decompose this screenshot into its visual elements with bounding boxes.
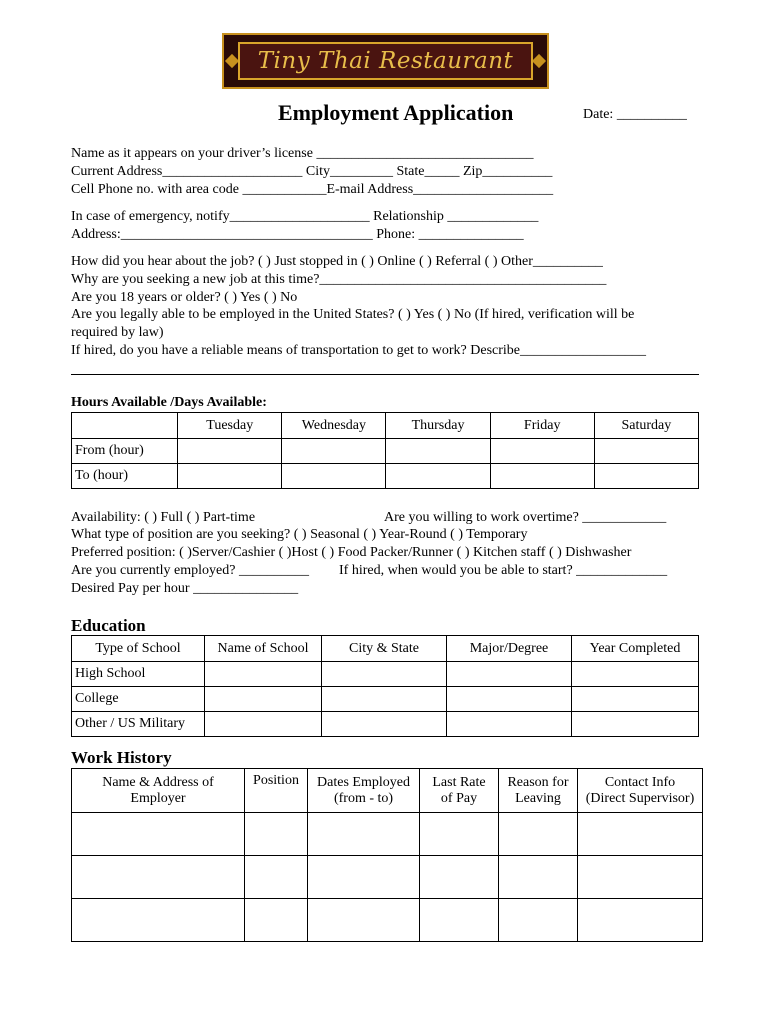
education-cell[interactable] <box>447 687 572 712</box>
school-type-label: Other / US Military <box>72 712 205 737</box>
education-col-header: City & State <box>322 636 447 662</box>
hours-cell[interactable] <box>282 464 386 489</box>
education-table <box>71 635 699 737</box>
hours-cell[interactable] <box>594 464 698 489</box>
education-heading: Education <box>71 616 146 635</box>
day-header: Friday <box>490 413 594 439</box>
work-col-header-line: (from - to) <box>333 790 394 806</box>
transportation-question[interactable]: If hired, do you have a reliable means of transportation to get to work? Describe__________________ <box>71 343 647 358</box>
overtime-field[interactable]: Are you willing to work overtime? ____________ <box>384 510 667 525</box>
work-col-header <box>499 769 578 813</box>
work-history-table <box>71 768 703 942</box>
work-col-header-line: Contact Info <box>604 774 676 790</box>
day-header: Thursday <box>386 413 490 439</box>
work-cell[interactable] <box>499 813 578 856</box>
hours-cell[interactable] <box>386 439 490 464</box>
hours-heading: Hours Available /Days Available: <box>71 395 267 410</box>
currently-employed-field[interactable]: Are you currently employed? __________ <box>71 563 309 578</box>
work-col-header <box>72 769 245 813</box>
hours-cell[interactable] <box>178 464 282 489</box>
school-type-label: College <box>72 687 205 712</box>
work-col-header <box>245 769 308 813</box>
work-col-header <box>420 769 499 813</box>
education-cell[interactable] <box>447 712 572 737</box>
work-col-header-line: Last Rate <box>432 774 486 790</box>
work-cell[interactable] <box>245 856 308 899</box>
education-col-header: Major/Degree <box>447 636 572 662</box>
work-col-header-line: Name & Address of <box>102 774 214 790</box>
work-cell[interactable] <box>578 899 703 942</box>
work-cell[interactable] <box>578 856 703 899</box>
hours-cell[interactable] <box>490 464 594 489</box>
work-cell[interactable] <box>308 813 420 856</box>
education-col-header: Year Completed <box>572 636 699 662</box>
work-cell[interactable] <box>499 856 578 899</box>
work-cell[interactable] <box>578 813 703 856</box>
work-cell[interactable] <box>420 856 499 899</box>
logo-text: Tiny Thai Restaurant <box>257 48 514 74</box>
preferred-position-field[interactable]: Preferred position: ( )Server/Cashier ( )Host ( ) Food Packer/Runner ( ) Kitchen staff ( ) Dishwasher <box>71 545 632 560</box>
hours-table <box>71 412 699 489</box>
day-header: Wednesday <box>282 413 386 439</box>
education-cell[interactable] <box>322 712 447 737</box>
job-source-question[interactable]: How did you hear about the job? ( ) Just stopped in ( ) Online ( ) Referral ( ) Other__________ <box>71 254 603 269</box>
education-col-header: Type of School <box>72 636 205 662</box>
work-col-header-line: Dates Employed <box>317 774 410 790</box>
age-question[interactable]: Are you 18 years or older? ( ) Yes ( ) No <box>71 290 298 305</box>
address-field[interactable]: Current Address____________________ City_________ State_____ Zip__________ <box>71 164 553 179</box>
education-cell[interactable] <box>572 712 699 737</box>
start-date-field[interactable]: If hired, when would you be able to start? _____________ <box>339 563 668 578</box>
hours-row-label: From (hour) <box>72 439 178 464</box>
hours-corner-cell <box>72 413 178 439</box>
hours-cell[interactable] <box>178 439 282 464</box>
work-col-header-line: Reason for <box>507 774 569 790</box>
position-type-field[interactable]: What type of position are you seeking? ( ) Seasonal ( ) Year-Round ( ) Temporary <box>71 527 528 542</box>
education-cell[interactable] <box>322 687 447 712</box>
hours-row-label: To (hour) <box>72 464 178 489</box>
hours-cell[interactable] <box>386 464 490 489</box>
work-col-header <box>578 769 703 813</box>
work-col-header-line: Leaving <box>515 790 561 806</box>
education-cell[interactable] <box>205 712 322 737</box>
work-cell[interactable] <box>308 899 420 942</box>
contact-field[interactable]: Cell Phone no. with area code ____________E-mail Address____________________ <box>71 182 554 197</box>
work-cell[interactable] <box>72 899 245 942</box>
work-col-header-line: Employer <box>130 790 186 806</box>
hours-cell[interactable] <box>594 439 698 464</box>
desired-pay-field[interactable]: Desired Pay per hour _______________ <box>71 581 299 596</box>
date-field[interactable]: Date: __________ <box>583 107 687 122</box>
emergency-contact-field[interactable]: In case of emergency, notify____________________ Relationship _____________ <box>71 209 539 224</box>
education-cell[interactable] <box>205 662 322 687</box>
hours-cell[interactable] <box>282 439 386 464</box>
day-header: Saturday <box>594 413 698 439</box>
school-type-label: High School <box>72 662 205 687</box>
work-cell[interactable] <box>72 856 245 899</box>
emergency-address-field[interactable]: Address:____________________________________ Phone: _______________ <box>71 227 524 242</box>
day-header: Tuesday <box>178 413 282 439</box>
legal-employment-note: required by law) <box>71 325 164 340</box>
work-col-header-line: (Direct Supervisor) <box>585 790 695 806</box>
reason-question[interactable]: Why are you seeking a new job at this time?_________________________________________ <box>71 272 607 287</box>
page-title: Employment Application <box>278 100 514 125</box>
legal-employment-question[interactable]: Are you legally able to be employed in the United States? ( ) Yes ( ) No (If hired, verification will be <box>71 307 635 322</box>
education-cell[interactable] <box>322 662 447 687</box>
work-col-header-line: Position <box>253 773 299 788</box>
work-cell[interactable] <box>420 899 499 942</box>
education-cell[interactable] <box>572 662 699 687</box>
restaurant-logo <box>222 33 549 89</box>
work-history-heading: Work History <box>71 748 172 767</box>
work-cell[interactable] <box>72 813 245 856</box>
work-cell[interactable] <box>245 899 308 942</box>
work-cell[interactable] <box>308 856 420 899</box>
availability-field[interactable]: Availability: ( ) Full ( ) Part-time <box>71 510 256 525</box>
work-col-header <box>308 769 420 813</box>
answer-line[interactable] <box>71 374 699 375</box>
education-cell[interactable] <box>572 687 699 712</box>
hours-cell[interactable] <box>490 439 594 464</box>
work-cell[interactable] <box>499 899 578 942</box>
education-cell[interactable] <box>447 662 572 687</box>
work-col-header-line: of Pay <box>440 790 478 806</box>
education-col-header: Name of School <box>205 636 322 662</box>
education-cell[interactable] <box>205 687 322 712</box>
license-name-field[interactable]: Name as it appears on your driver’s license _______________________________ <box>71 146 534 161</box>
work-cell[interactable] <box>245 813 308 856</box>
work-cell[interactable] <box>420 813 499 856</box>
